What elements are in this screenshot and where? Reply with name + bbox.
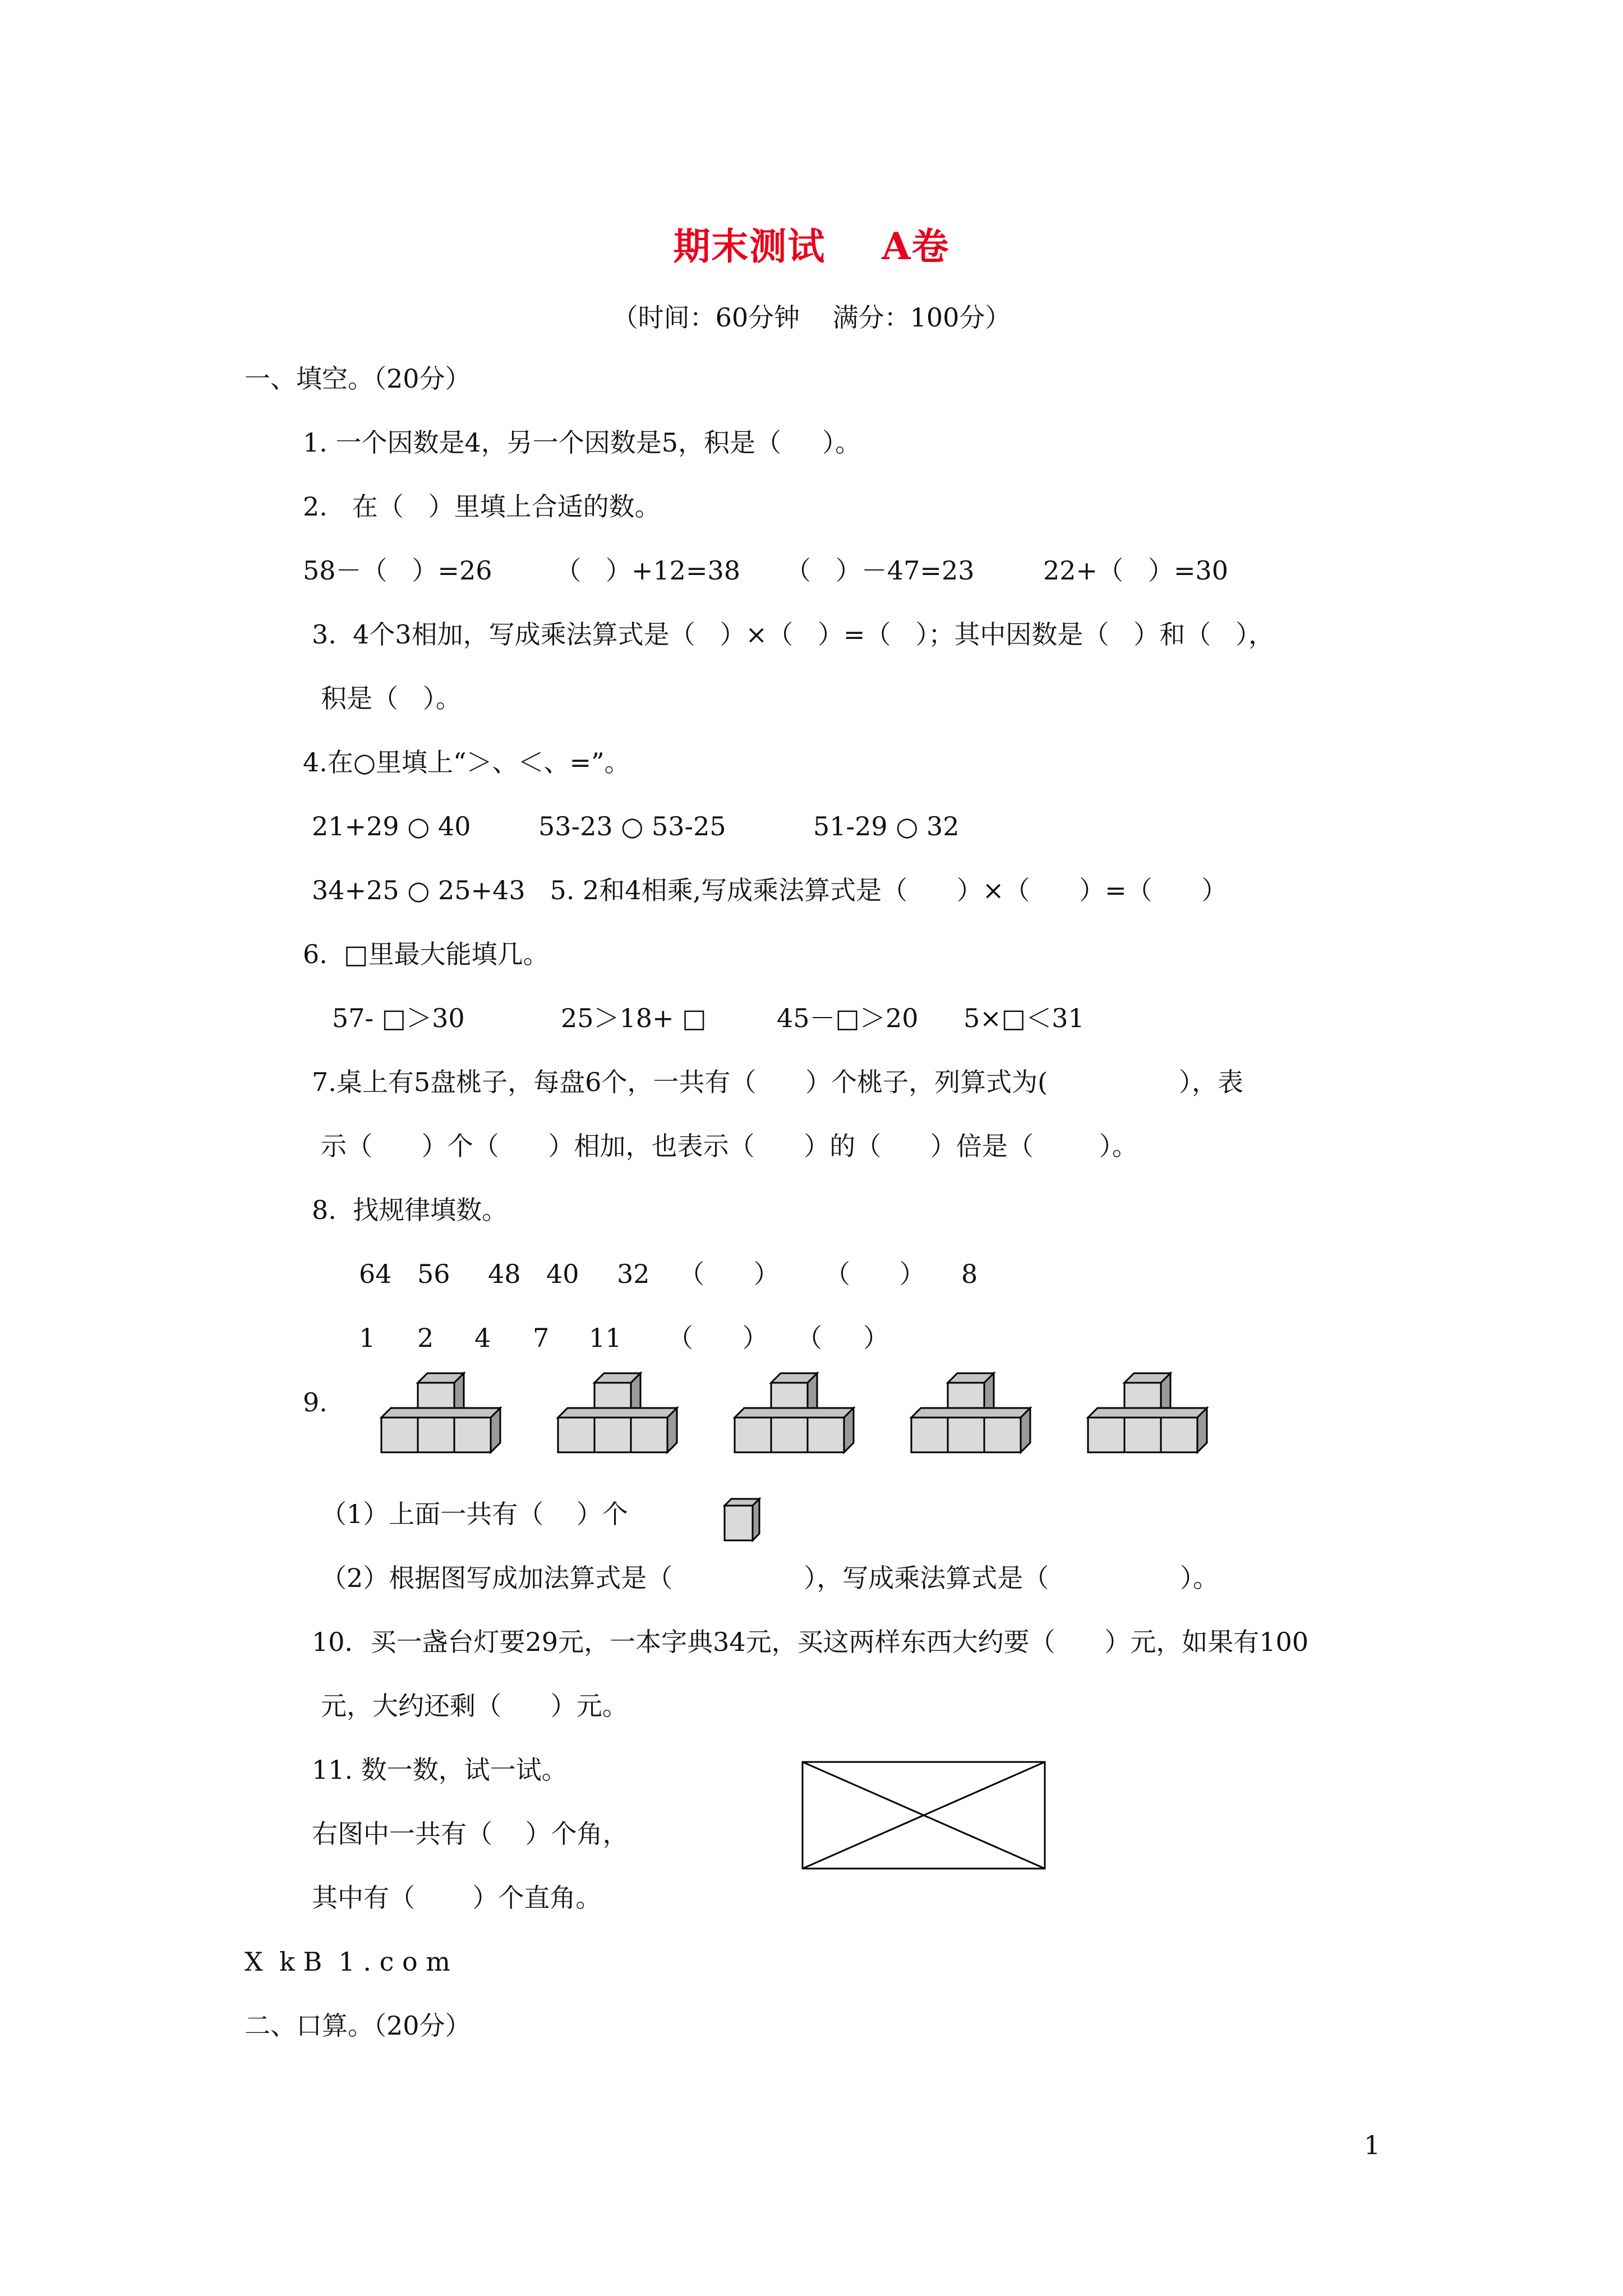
q8-seq1-item: 40 (546, 1259, 579, 1289)
cube-figure-1 (379, 1372, 502, 1464)
section-1-heading: 一、填空。（20分） (245, 364, 471, 394)
q8-seq2-item: 2 (417, 1323, 434, 1353)
q6-item-2: 25＞18+ □ (561, 1003, 707, 1033)
question-2: 2. 在（ ）里填上合适的数。 (303, 491, 661, 522)
question-11-right-angles: 其中有（ ）个直角。 (312, 1883, 602, 1913)
question-9-part-1: （1）上面一共有（ ）个 (321, 1499, 628, 1529)
question-11: 11. 数一数，试一试。 (312, 1755, 568, 1785)
angle-figure (801, 1760, 1048, 1872)
question-8: 8. 找规律填数。 (312, 1195, 508, 1225)
q8-seq2-blank: （ ） (796, 1323, 889, 1353)
q2-item-3: （ ）－47=23 (785, 555, 975, 586)
q8-seq2-item: 1 (359, 1323, 376, 1353)
q8-seq2-item: 7 (533, 1323, 550, 1353)
question-6: 6. □里最大能填几。 (303, 939, 549, 969)
cube-figure-2 (555, 1372, 679, 1464)
q8-seq2-item: 4 (474, 1323, 491, 1353)
section-2-heading: 二、口算。（20分） (245, 2010, 471, 2041)
q6-item-1: 57- □＞30 (332, 1003, 465, 1033)
q8-seq1-item: 64 (359, 1259, 392, 1289)
question-11-angles: 右图中一共有（ ）个角， (312, 1819, 629, 1849)
q4-item-2: 53-23 ○ 53-25 (538, 811, 726, 841)
question-4: 4.在○里填上“＞、＜、=”。 (303, 747, 630, 777)
question-9-part-2: （2）根据图写成加法算式是（ ），写成乘法算式是（ ）。 (321, 1563, 1219, 1593)
q8-seq1-item: 8 (961, 1259, 978, 1289)
page-subtitle: （时间：60分钟 满分：100分） (612, 302, 1011, 333)
small-cube-icon (717, 1497, 767, 1544)
question-10-line-1: 10．买一盏台灯要29元，一本字典34元，买这两样东西大约要（ ）元，如果有100 (312, 1627, 1309, 1657)
q2-item-2: （ ）+12=38 (555, 555, 741, 586)
question-10-line-2: 元，大约还剩（ ）元。 (321, 1691, 628, 1721)
question-7-line-2: 示（ ）个（ ）相加，也表示（ ）的（ ）倍是（ ）。 (321, 1131, 1138, 1161)
question-9: 9. (303, 1387, 328, 1418)
q4-item-1: 21+29 ○ 40 (312, 811, 471, 841)
question-1: 1. 一个因数是4，另一个因数是5，积是（ ）。 (303, 427, 861, 458)
q6-item-3: 45－□＞20 (777, 1003, 919, 1033)
q8-seq2-item: 11 (589, 1323, 622, 1353)
q6-item-4: 5×□＜31 (963, 1003, 1085, 1033)
q2-item-1: 58－（ ）=26 (303, 555, 492, 586)
q8-seq1-item: 56 (417, 1259, 450, 1289)
q8-seq1-blank: （ ） (679, 1259, 780, 1289)
cube-figure-5 (1085, 1372, 1209, 1464)
cube-figure-4 (909, 1372, 1032, 1464)
q8-seq1-blank: （ ） (824, 1259, 925, 1289)
watermark: X k B 1 . c o m (245, 1947, 450, 1977)
page-number: 1 (1364, 2130, 1381, 2160)
cube-figure-3 (732, 1372, 855, 1464)
page-title: 期末测试 A卷 (673, 224, 950, 268)
q8-seq1-item: 48 (488, 1259, 521, 1289)
q2-item-4: 22+（ ）=30 (1043, 555, 1229, 586)
q8-seq2-blank: （ ） (667, 1323, 768, 1353)
question-3-line-2: 积是（ ）。 (321, 683, 462, 714)
question-3-line-1: 3. 4个3相加，写成乘法算式是（ ）×（ ）=（ ）；其中因数是（ ）和（ ）， (312, 619, 1275, 650)
question-7-line-1: 7.桌上有5盘桃子，每盘6个，一共有（ ）个桃子，列算式为( ），表 (312, 1067, 1244, 1097)
q4-item-3: 51-29 ○ 32 (813, 811, 960, 841)
q8-seq1-item: 32 (617, 1259, 650, 1289)
q4-q5-line: 34+25 ○ 25+43 5. 2和4相乘,写成乘法算式是（ ）×（ ）=（ ） (312, 875, 1228, 905)
